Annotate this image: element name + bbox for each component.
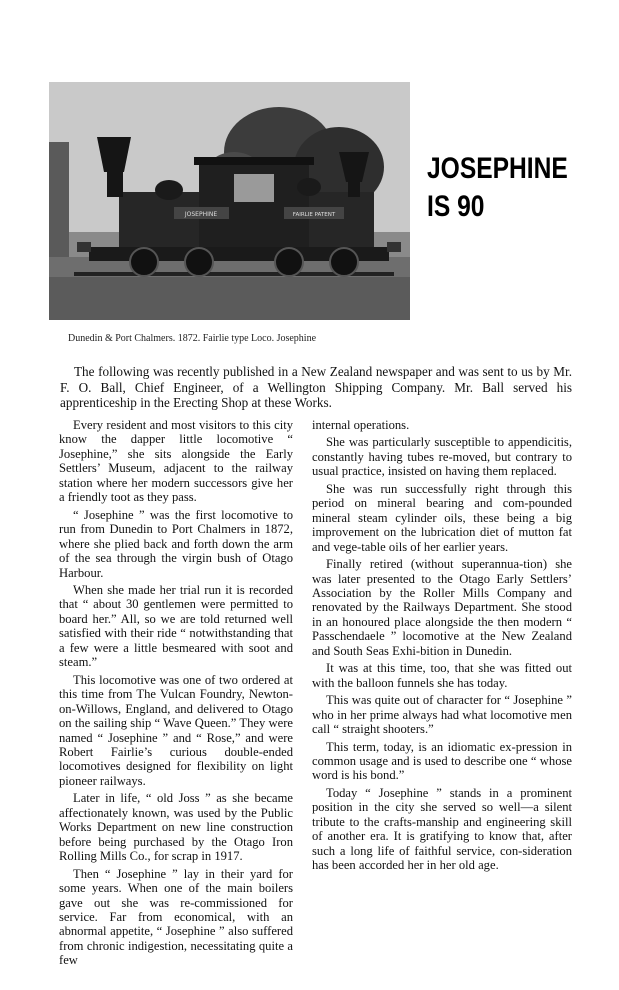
paragraph: Finally retired (without superannua-tion) she was later presented to the Otago Early Settlers’ Association by the Roller Mills Company and renovated by the Railways Department. She stood in an honoured place alongside the then modern “ Passchendaele ” locomotive at the New Zealand and South Seas Exhi-bition in Dunedin. [312,557,572,658]
article-title-line-2: IS 90 [427,190,485,223]
intro-paragraph: The following was recently published in a New Zealand newspaper and was sent to us by Mr. F. O. Ball, Chief Engineer, of a Wellington Shipping Company. Mr. Ball served his apprenticeship in the Erecting Shop at these Works. [60,364,572,410]
paragraph: Today “ Josephine ” stands in a prominent position in the city she served so well—a silent tribute to the crafts-manship and engineering skill of another era. It is gratifying to know that, after such a long life of faithful service, con-sideration has been accorded her in her old age. [312,785,572,873]
locomotive-photo [49,82,410,320]
right-column [312,418,572,876]
paragraph: This term, today, is an idiomatic ex-pression in common usage and is used to describe one “ whose word is his bond.” [312,739,572,783]
paragraph: Later in life, “ old Joss ” as she became affectionately known, was used by the Public Works Department on new line construction before being purchased by the Otago Iron Rolling Mills Co., for scrap in 1917. [59,791,293,864]
locomotive-illustration [49,82,410,320]
paragraph: This locomotive was one of two ordered at this time from The Vulcan Foundry, Newton-on-Willows, England, and delivered to Otago on the sailing ship “ Wave Queen.” They were named “ Josephine ” and “ Rose,” and were Robert Fairlie’s curious double-ended locomotives designed for flexibility on light pioneer railways. [59,672,293,788]
paragraph-continuation: internal operations. [312,418,410,432]
paragraph: It was at this time, too, that she was fitted out with the balloon funnels she has today. [312,661,572,690]
article-title-line-1: JOSEPHINE [427,152,568,185]
paragraph: This was quite out of character for “ Josephine ” who in her prime always had what locomotive men call “ straight shooters.” [312,693,572,737]
article-title [427,150,575,226]
left-column [59,418,293,971]
paragraph: Then “ Josephine ” lay in their yard for some years. When one of the main boilers gave out she was re-commissioned for service. Far from economical, with an abnormal appetite, “ Josephine ” also suffered from chronic indigestion, necessitating quite a few [59,866,293,968]
paragraph: She was run successfully right through this period on mineral bearing and com-pounded mineral steam cylinder oils, these being a big improvement on the lubrication diet of mutton fat and vege-table oils of her earlier years. [312,481,572,554]
name-plate-right-text: FAIRLIE PATENT [292,212,336,218]
paragraph: When she made her trial run it is recorded that “ about 30 gentlemen were permitted to board her.” All, so we are told returned well satisfied with their ride “ notwithstanding that a few were a little besmeared with soot and steam.” [59,582,293,670]
name-plate-left-text: JOSEPHINE [184,211,218,218]
photo-caption: Dunedin & Port Chalmers. 1872. Fairlie type Loco. Josephine [68,333,317,344]
paragraph: She was particularly susceptible to appendicitis, constantly having tubes re-moved, but contrary to usual practice, insisted on having them replaced. [312,435,572,479]
paragraph: Every resident and most visitors to this city know the dapper little locomotive “ Josephine,” she sits alongside the Early Settlers’ Museum, adjacent to the railway station where her modern successors give her a friendly toot as they pass. [59,418,293,505]
paragraph: “ Josephine ” was the first locomotive to run from Dunedin to Port Chalmers in 1872, where she plied back and forth down the arm of the sea through the virgin bush of Otago Harbour. [59,507,293,580]
